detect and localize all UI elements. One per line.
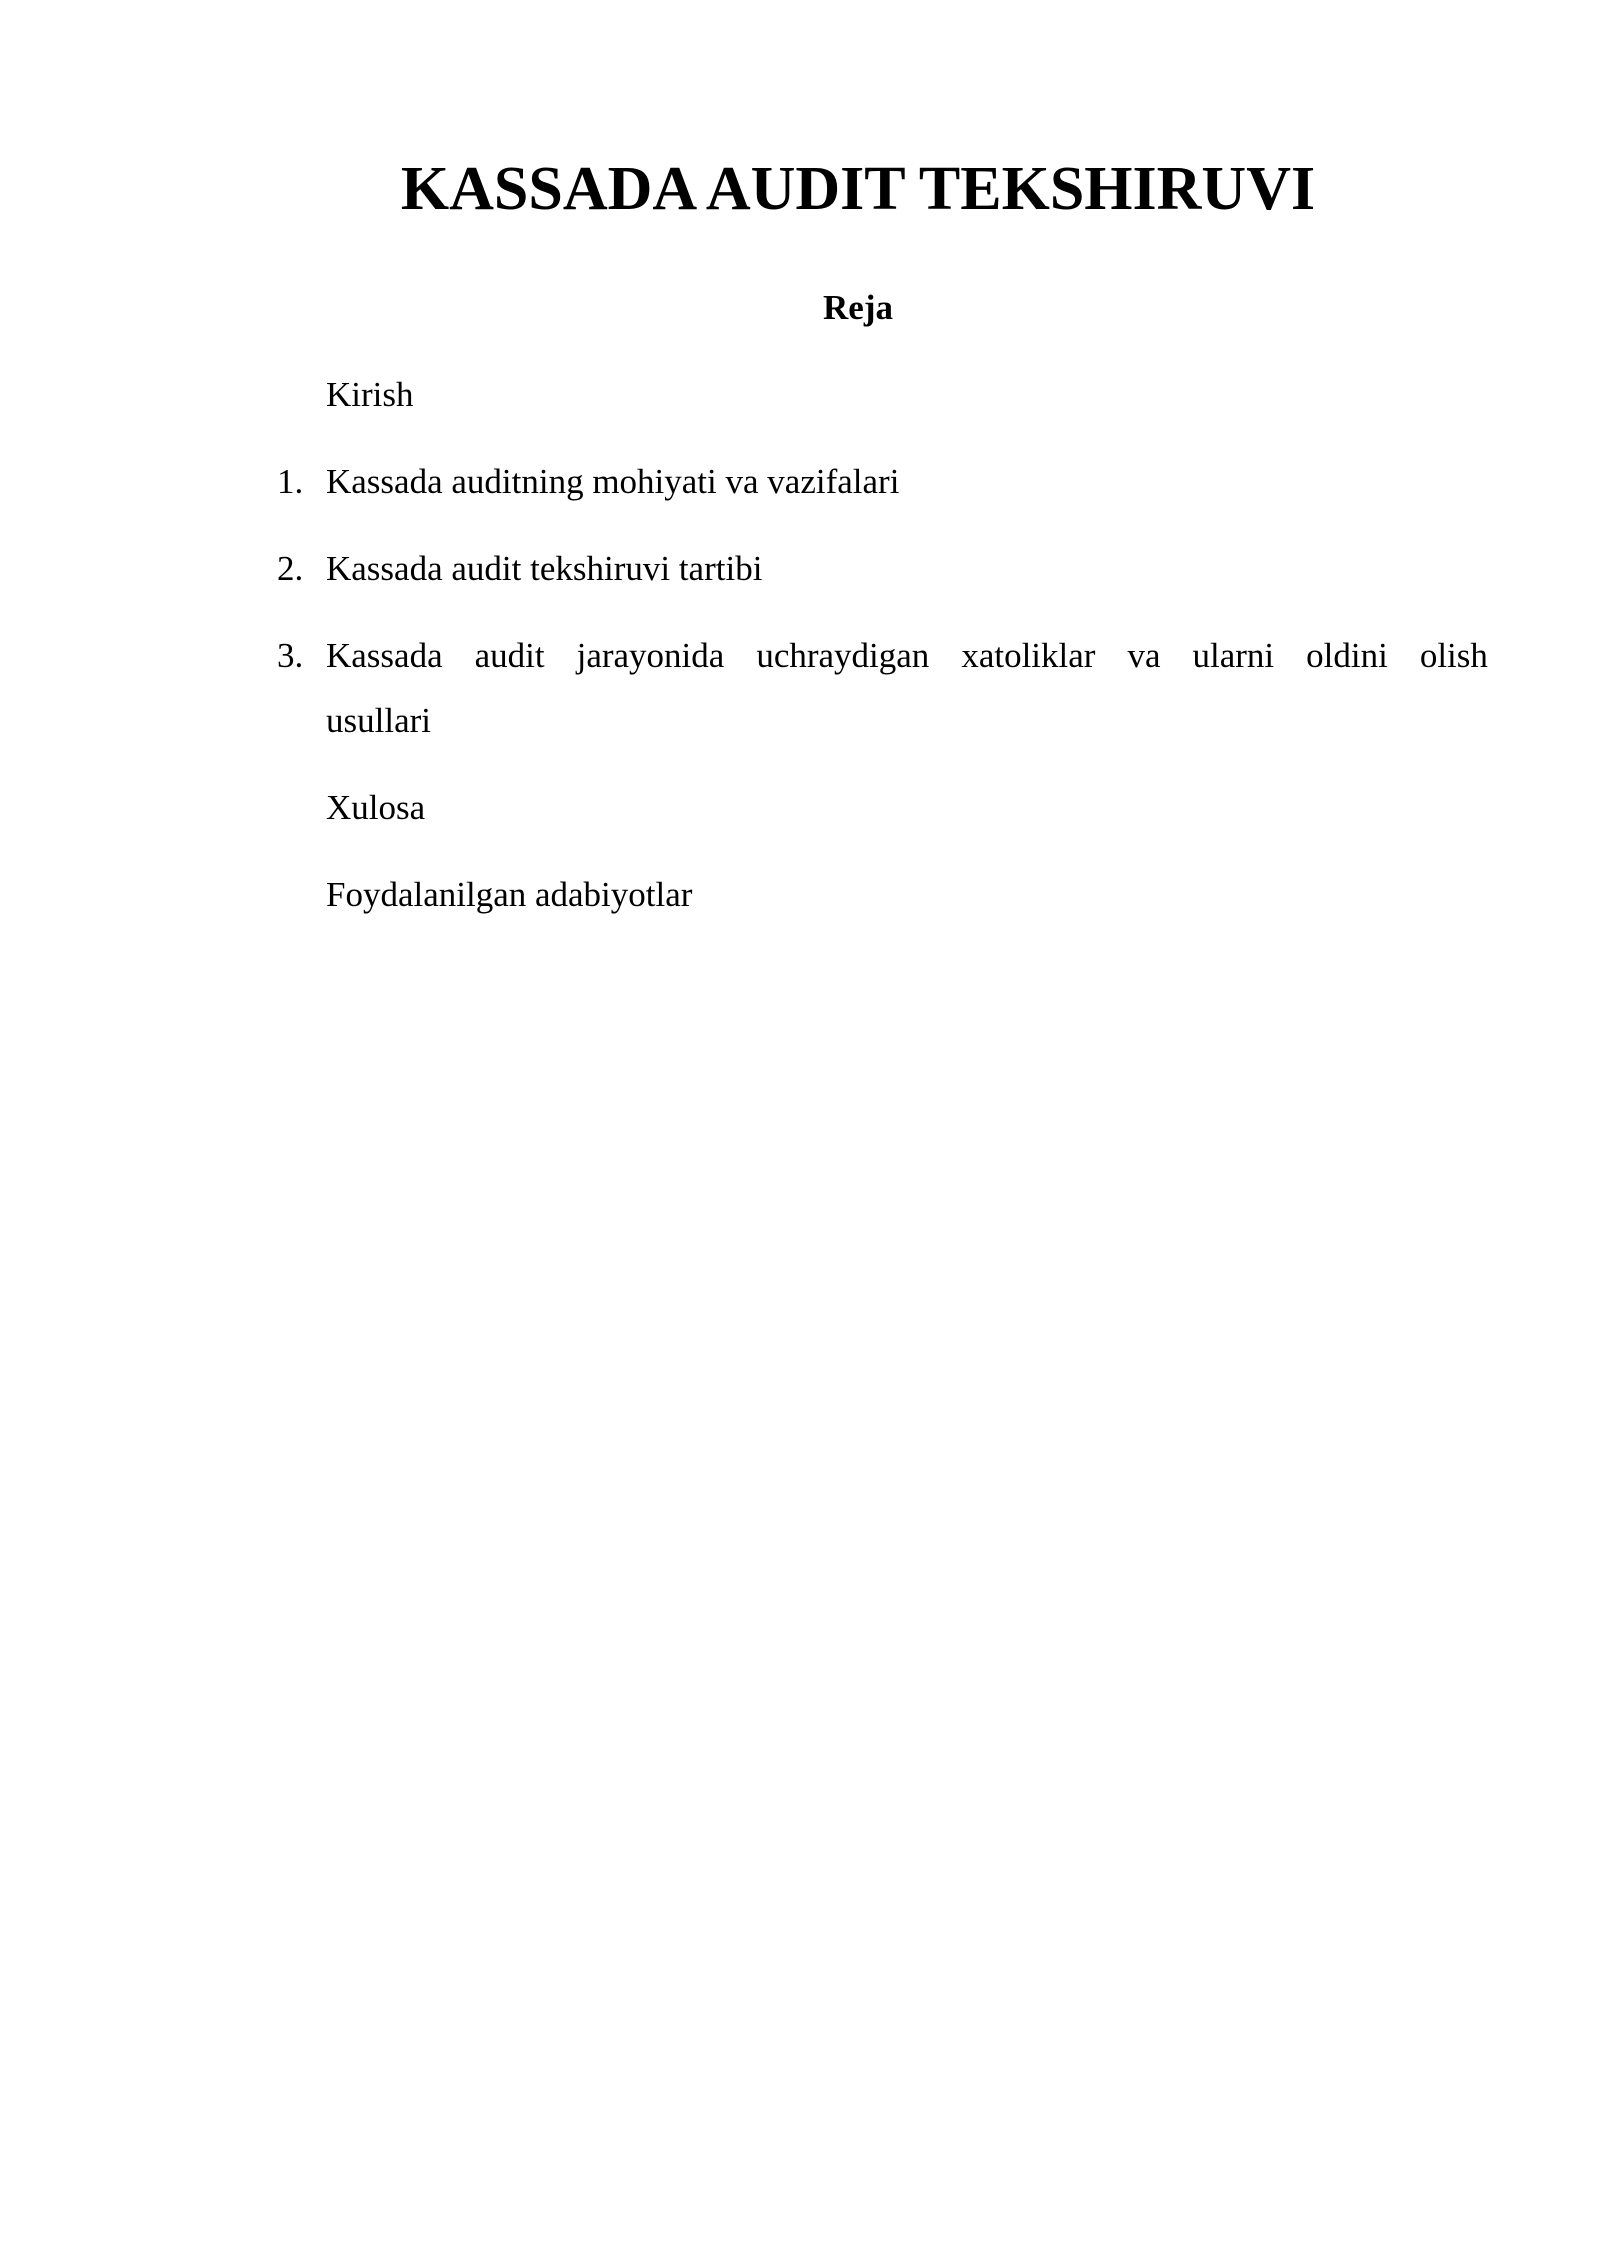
justified-word: olish	[1419, 636, 1488, 675]
list-item-number-1: 1.	[277, 462, 304, 501]
justified-word: ularni	[1192, 636, 1275, 675]
list-item-number-3: 3.	[277, 636, 304, 675]
justified-word: xatoliklar	[961, 636, 1096, 675]
justified-word: Kassada	[326, 636, 443, 675]
justified-word: oldini	[1306, 636, 1388, 675]
list-item-text-3-line-1	[326, 634, 1488, 678]
plan-heading: Reja	[823, 288, 893, 327]
list-item-text-1: Kassada auditning mohiyati va vazifalari	[326, 462, 900, 501]
justified-word: jarayonida	[576, 636, 725, 675]
justified-word: audit	[474, 636, 545, 675]
justified-word: uchraydigan	[756, 636, 930, 675]
document-title: KASSADA AUDIT TEKSHIRUVI	[400, 155, 1316, 223]
list-item-number-2: 2.	[277, 549, 304, 588]
list-item-text-2: Kassada audit tekshiruvi tartibi	[326, 549, 763, 588]
references-line: Foydalanilgan adabiyotlar	[326, 875, 693, 914]
list-item-text-3-line-2: usullari	[326, 701, 431, 740]
conclusion-line: Xulosa	[326, 788, 426, 827]
justified-word: va	[1127, 636, 1161, 675]
intro-line: Kirish	[326, 375, 414, 414]
